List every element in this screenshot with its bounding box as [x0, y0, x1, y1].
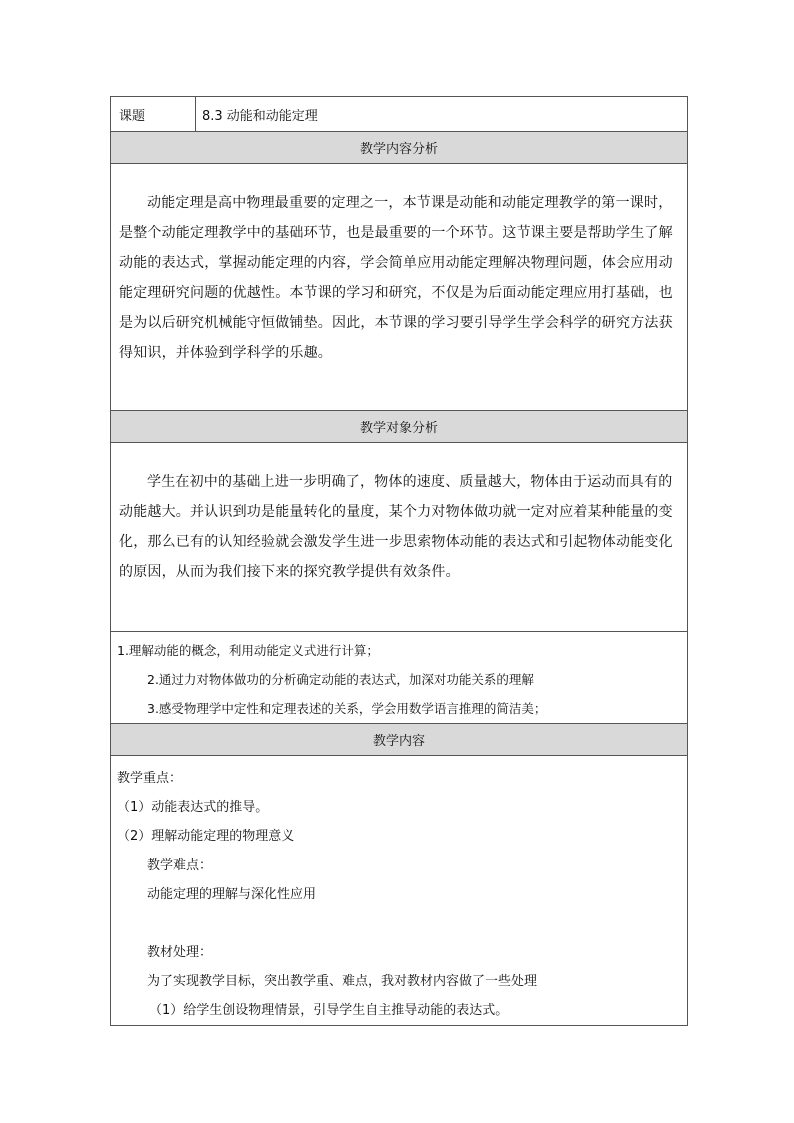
spacer [111, 909, 687, 938]
material-label: 教材处理： [147, 945, 213, 960]
topic-value: 8.3 动能和动能定理 [196, 97, 688, 132]
teaching-content-heading: 教学内容 [111, 724, 688, 756]
content-analysis-heading: 教学内容分析 [111, 132, 688, 164]
key-point-item: （2）理解动能定理的物理意义 [117, 829, 295, 844]
key-point-item: （1）动能表达式的推导。 [117, 800, 269, 815]
student-analysis-body [111, 443, 688, 632]
topic-row [111, 97, 688, 132]
difficulty-text: 动能定理的理解与深化性应用 [147, 887, 317, 902]
material-intro: 为了实现教学目标，突出教学重、难点，我对教材内容做了一些处理 [147, 974, 538, 989]
content-analysis-body [111, 164, 688, 411]
content-analysis-text: 动能定理是高中物理最重要的定理之一，本节课是动能和动能定理教学的第一课时，是整个动能定理教学中的基础环节，也是最重要的一个环节。这节课主要是帮助学生了解动能的表达式，掌握动能定理的内容，学会简单应用动能定理解决物理问题，体会应用动能定理研究问题的优越性。本节课的学习和研究，不仅是为后面动能定理应用打基础，也是为以后研究机械能守恒做铺垫。因此，本节课的学习要引导学生学会科学的研究方法获得知识，并体验到学科学的乐趣。 [119, 195, 673, 361]
goal-item: 2.通过力对物体做功的分析确定动能的表达式，加深对功能关系的理解 [147, 672, 534, 687]
teaching-content-body [111, 756, 688, 1026]
goal-item: 3.感受物理学中定性和定理表述的关系，学会用数学语言推理的简洁美； [147, 701, 547, 716]
key-points-label: 教学重点： [117, 771, 183, 786]
topic-label: 课题 [111, 97, 196, 132]
student-analysis-heading: 教学对象分析 [111, 411, 688, 443]
lesson-plan-table [110, 96, 688, 1026]
student-analysis-text: 学生在初中的基础上进一步明确了，物体的速度、质量越大，物体由于运动而具有的动能越大。并认识到功是能量转化的量度，某个力对物体做功就一定对应着某种能量的变化，那么已有的认知经验就会激发学生进一步思索物体动能的表达式和引起物体动能变化的原因，从而为我们接下来的探究教学提供有效条件。 [119, 474, 673, 580]
teaching-goals [111, 632, 688, 724]
difficulty-label: 教学难点： [147, 858, 213, 873]
material-item: （1）给学生创设物理情景，引导学生自主推导动能的表达式。 [149, 1003, 509, 1018]
goal-item: 1.理解动能的概念，利用动能定义式进行计算； [117, 643, 379, 658]
